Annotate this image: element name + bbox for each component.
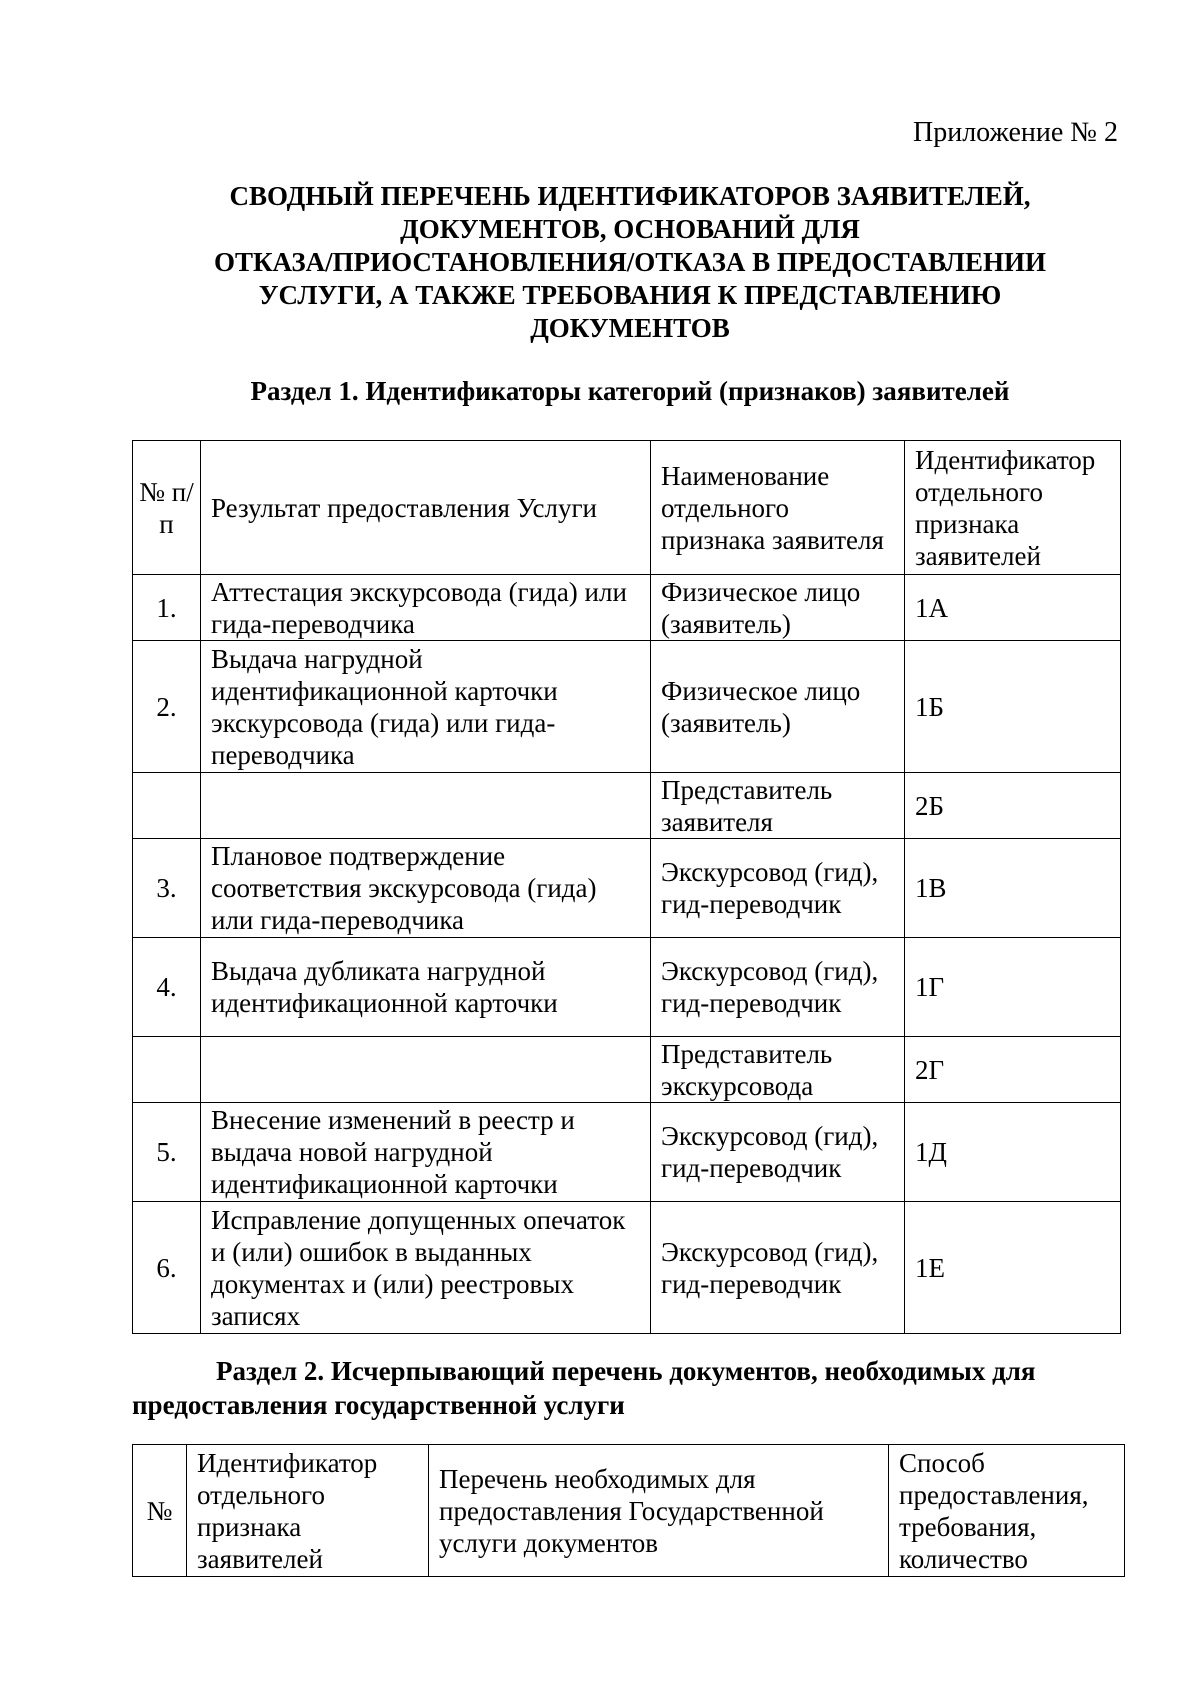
cell-result: Аттестация экскурсовода (гида) или гида-переводчика bbox=[201, 575, 651, 641]
cell-feature: Представитель заявителя bbox=[651, 773, 905, 839]
cell-identifier: 1Г bbox=[905, 938, 1121, 1037]
header-method: Способ предоставления, требования, количество bbox=[889, 1445, 1125, 1577]
cell-feature: Физическое лицо (заявитель) bbox=[651, 641, 905, 773]
title-line: ДОКУМЕНТОВ bbox=[530, 313, 730, 343]
table-row bbox=[133, 839, 1121, 938]
table-row bbox=[133, 1037, 1121, 1103]
cell-result: Выдача нагрудной идентификационной карточки экскурсовода (гида) или гида-переводчика bbox=[201, 641, 651, 773]
cell-num: 6. bbox=[133, 1202, 201, 1334]
cell-result: Внесение изменений в реестр и выдача новой нагрудной идентификационной карточки bbox=[201, 1103, 651, 1202]
documents-table bbox=[132, 1444, 1125, 1577]
header-documents: Перечень необходимых для предоставления Государственной услуги документов bbox=[429, 1445, 889, 1577]
table-row bbox=[133, 773, 1121, 839]
table-header-row bbox=[133, 1445, 1125, 1577]
cell-feature: Экскурсовод (гид), гид-переводчик bbox=[651, 938, 905, 1037]
header-num: № п/п bbox=[133, 441, 201, 575]
table-row bbox=[133, 938, 1121, 1037]
cell-identifier: 1А bbox=[905, 575, 1121, 641]
title-line: ДОКУМЕНТОВ, ОСНОВАНИЙ ДЛЯ bbox=[400, 214, 860, 244]
cell-feature: Представитель экскурсовода bbox=[651, 1037, 905, 1103]
section2-title-line: предоставления государственной услуги bbox=[132, 1390, 625, 1420]
table-row bbox=[133, 1202, 1121, 1334]
title-line: УСЛУГИ, А ТАКЖЕ ТРЕБОВАНИЯ К ПРЕДСТАВЛЕНИЮ bbox=[258, 280, 1002, 310]
cell-num: 5. bbox=[133, 1103, 201, 1202]
cell-feature: Экскурсовод (гид), гид-переводчик bbox=[651, 839, 905, 938]
cell-num: 4. bbox=[133, 938, 201, 1037]
table-header-row bbox=[133, 441, 1121, 575]
cell-result bbox=[201, 1037, 651, 1103]
title-line: СВОДНЫЙ ПЕРЕЧЕНЬ ИДЕНТИФИКАТОРОВ ЗАЯВИТЕЛЕЙ, bbox=[229, 181, 1031, 211]
header-feature-name: Наименование отдельного признака заявителя bbox=[651, 441, 905, 575]
header-num: № bbox=[133, 1445, 187, 1577]
cell-result: Выдача дубликата нагрудной идентификационной карточки bbox=[201, 938, 651, 1037]
cell-identifier: 1Е bbox=[905, 1202, 1121, 1334]
cell-identifier: 1Б bbox=[905, 641, 1121, 773]
document-title bbox=[140, 180, 1120, 345]
cell-num: 1. bbox=[133, 575, 201, 641]
header-identifier: Идентификатор отдельного признака заявителей bbox=[905, 441, 1121, 575]
cell-result: Плановое подтверждение соответствия экскурсовода (гида) или гида-переводчика bbox=[201, 839, 651, 938]
appendix-label: Приложение № 2 bbox=[913, 117, 1118, 148]
cell-num bbox=[133, 773, 201, 839]
cell-num: 3. bbox=[133, 839, 201, 938]
title-line: ОТКАЗА/ПРИОСТАНОВЛЕНИЯ/ОТКАЗА В ПРЕДОСТАВЛЕНИИ bbox=[213, 247, 1047, 277]
table-row bbox=[133, 641, 1121, 773]
cell-num: 2. bbox=[133, 641, 201, 773]
cell-feature: Экскурсовод (гид), гид-переводчик bbox=[651, 1202, 905, 1334]
cell-identifier: 2Б bbox=[905, 773, 1121, 839]
cell-result: Исправление допущенных опечаток и (или) ошибок в выданных документах и (или) реестровых записях bbox=[201, 1202, 651, 1334]
cell-identifier: 2Г bbox=[905, 1037, 1121, 1103]
table-row bbox=[133, 575, 1121, 641]
cell-feature: Физическое лицо (заявитель) bbox=[651, 575, 905, 641]
cell-feature: Экскурсовод (гид), гид-переводчик bbox=[651, 1103, 905, 1202]
cell-result bbox=[201, 773, 651, 839]
cell-num bbox=[133, 1037, 201, 1103]
section2-title bbox=[132, 1354, 1122, 1422]
header-identifier: Идентификатор отдельного признака заявителей bbox=[187, 1445, 429, 1577]
table-row bbox=[133, 1103, 1121, 1202]
cell-identifier: 1В bbox=[905, 839, 1121, 938]
applicant-identifiers-table bbox=[132, 440, 1121, 1334]
section2-title-line: Раздел 2. Исчерпывающий перечень документов, необходимых для bbox=[216, 1356, 1036, 1386]
section1-title: Раздел 1. Идентификаторы категорий (признаков) заявителей bbox=[250, 376, 1010, 406]
cell-identifier: 1Д bbox=[905, 1103, 1121, 1202]
header-result: Результат предоставления Услуги bbox=[201, 441, 651, 575]
